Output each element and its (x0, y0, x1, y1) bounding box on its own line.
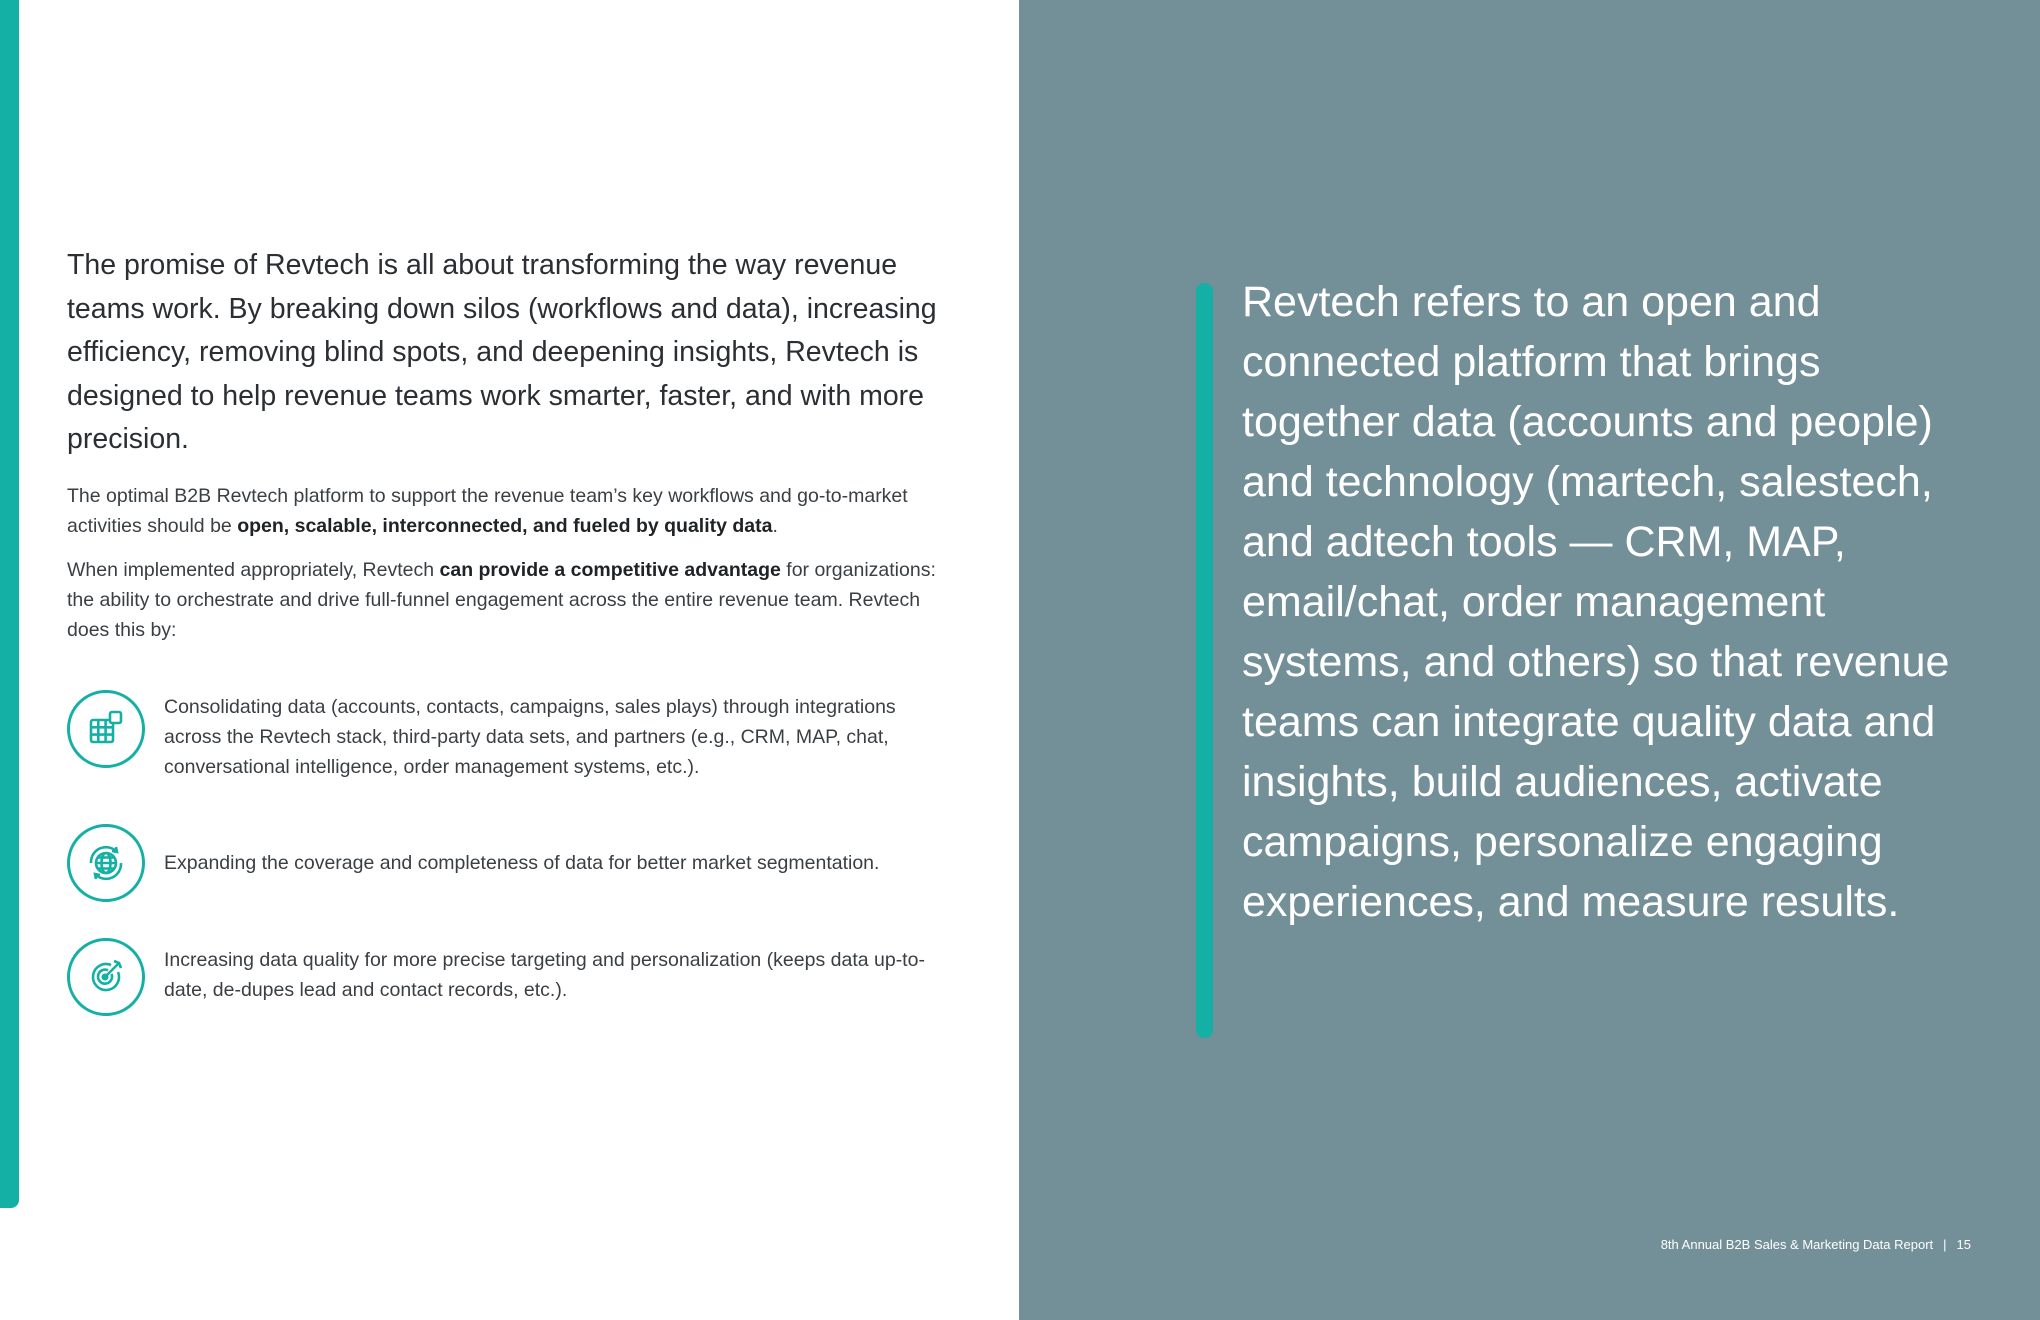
intro-paragraph: The promise of Revtech is all about transforming the way revenue teams work. By breaking down silos (workflows and data), increasing efficiency, removing blind spots, and deepening insights, Revtech is designed to help revenue teams work smarter, faster, and with more precision. (67, 249, 937, 455)
pull-quote: Revtech refers to an open and connected platform that brings together data (accounts and people) and technology (martech, salestech, and adtech tools — CRM, MAP, email/chat, order management systems, and others) so that revenue teams can integrate quality data and insights, build audiences, activate campaigns, personalize engaging experiences, and measure results. (1242, 278, 1950, 926)
bullet-text: Expanding the coverage and completeness of data for better market segmentation. (164, 852, 880, 874)
advantage-paragraph (67, 555, 967, 645)
quote-panel (1019, 0, 2040, 1320)
target-icon (67, 938, 145, 1016)
left-accent-bar (0, 0, 19, 1208)
grid-data-icon (67, 690, 145, 768)
platform-text: The optimal B2B Revtech platform to support the revenue team’s key workflows and go-to-market activities should be (67, 485, 908, 537)
platform-paragraph (67, 481, 967, 541)
report-title: 8th Annual B2B Sales & Marketing Data Report (1660, 1237, 1934, 1252)
footer-separator: | (1943, 1237, 1947, 1252)
page-footer (1661, 1237, 1971, 1252)
advantage-text: When implemented appropriately, Revtech (67, 559, 440, 581)
platform-emphasis: open, scalable, interconnected, and fueled by quality data (237, 515, 773, 537)
quote-accent-bar (1196, 283, 1213, 1038)
advantage-text-end: for organizations: the ability to orchestrate and drive full-funnel engagement across the entire revenue team. Revtech does this by: (67, 559, 936, 641)
advantage-emphasis: can provide a competitive advantage (439, 559, 781, 581)
globe-refresh-icon (67, 824, 145, 902)
platform-text-end: . (772, 515, 778, 537)
bullet-text: Increasing data quality for more precise targeting and personalization (keeps data up-to-date, de-dupes lead and contact records, etc.). (164, 949, 925, 1001)
bullet-text: Consolidating data (accounts, contacts, campaigns, sales plays) through integrations across the Revtech stack, third-party data sets, and partners (e.g., CRM, MAP, chat, conversational intelligence, order management systems, etc.). (164, 696, 896, 778)
page-number: 15 (1956, 1237, 1971, 1252)
